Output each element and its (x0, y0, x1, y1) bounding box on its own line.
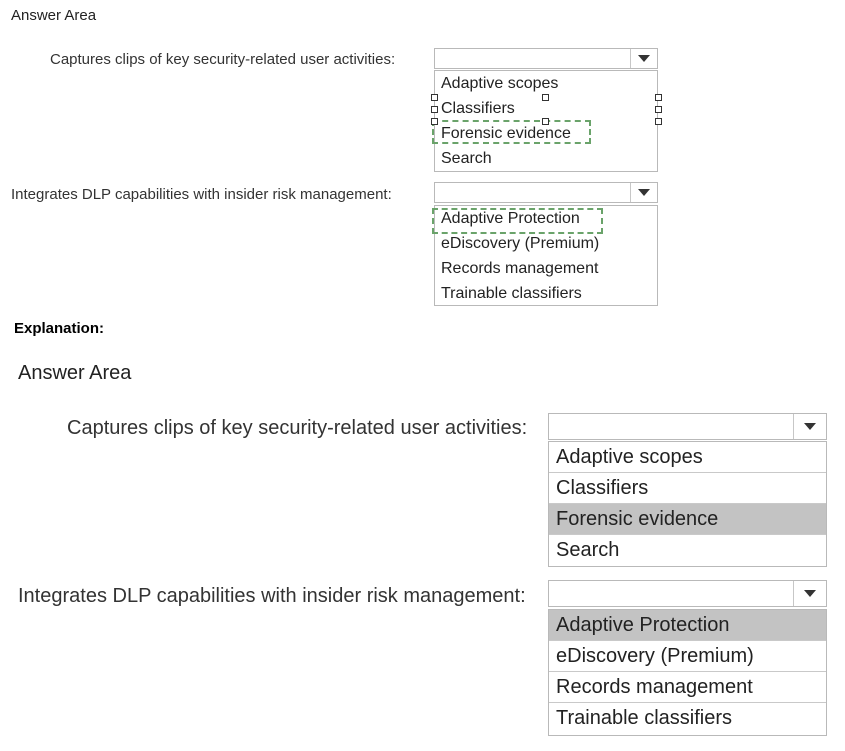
selection-handle-icon (431, 118, 438, 125)
top-answer-area-title: Answer Area (11, 7, 97, 24)
bottom-q1-option[interactable]: Search (556, 539, 620, 561)
top-q2-option[interactable]: Trainable classifiers (441, 285, 582, 302)
explanation-label: Explanation: (14, 320, 105, 337)
top-q2-dropdown[interactable] (434, 182, 658, 203)
chevron-down-icon[interactable] (630, 183, 657, 202)
selection-handle-icon (431, 106, 438, 113)
bottom-q2-option[interactable]: Records management (549, 672, 826, 703)
chevron-down-icon[interactable] (793, 581, 826, 606)
bottom-q2-dropdown[interactable] (548, 580, 827, 607)
bottom-q2-options-list (548, 609, 827, 736)
top-q1-option[interactable]: Classifiers (441, 100, 515, 117)
selection-handle-icon (655, 94, 662, 101)
top-q1-option[interactable]: Search (441, 150, 492, 167)
bottom-q2-option[interactable]: Trainable classifiers (556, 707, 732, 729)
selection-handle-icon (431, 94, 438, 101)
bottom-q2-option-selected[interactable]: Adaptive Protection (549, 610, 826, 641)
bottom-q1-dropdown[interactable] (548, 413, 827, 440)
bottom-q2-option[interactable]: eDiscovery (Premium) (549, 641, 826, 672)
bottom-answer-area-title: Answer Area (18, 362, 132, 384)
selection-handle-icon (655, 106, 662, 113)
bottom-q1-option-selected[interactable]: Forensic evidence (549, 504, 826, 535)
top-q2-answer-highlight (432, 208, 603, 234)
selection-handle-icon (542, 118, 549, 125)
bottom-q2-label: Integrates DLP capabilities with insider risk management: (18, 585, 526, 607)
bottom-q1-option[interactable]: Classifiers (549, 473, 826, 504)
bottom-q1-option[interactable]: Adaptive scopes (549, 442, 826, 473)
top-q1-answer-highlight (432, 120, 591, 144)
top-q1-option[interactable]: Forensic evidence (441, 125, 571, 142)
top-q1-label: Captures clips of key security-related user activities: (50, 51, 396, 68)
selection-handle-icon (655, 118, 662, 125)
top-q2-option[interactable]: Records management (441, 260, 599, 277)
bottom-q1-options-list (548, 441, 827, 567)
top-q2-option[interactable]: Adaptive Protection (441, 210, 580, 227)
bottom-q1-label: Captures clips of key security-related user activities: (67, 417, 528, 439)
top-q2-option[interactable]: eDiscovery (Premium) (441, 235, 600, 252)
top-q1-dropdown[interactable] (434, 48, 658, 69)
chevron-down-icon[interactable] (793, 414, 826, 439)
chevron-down-icon[interactable] (630, 49, 657, 68)
top-q2-label: Integrates DLP capabilities with insider risk management: (11, 186, 392, 203)
selection-handle-icon (542, 94, 549, 101)
top-q1-option[interactable]: Adaptive scopes (441, 75, 559, 92)
